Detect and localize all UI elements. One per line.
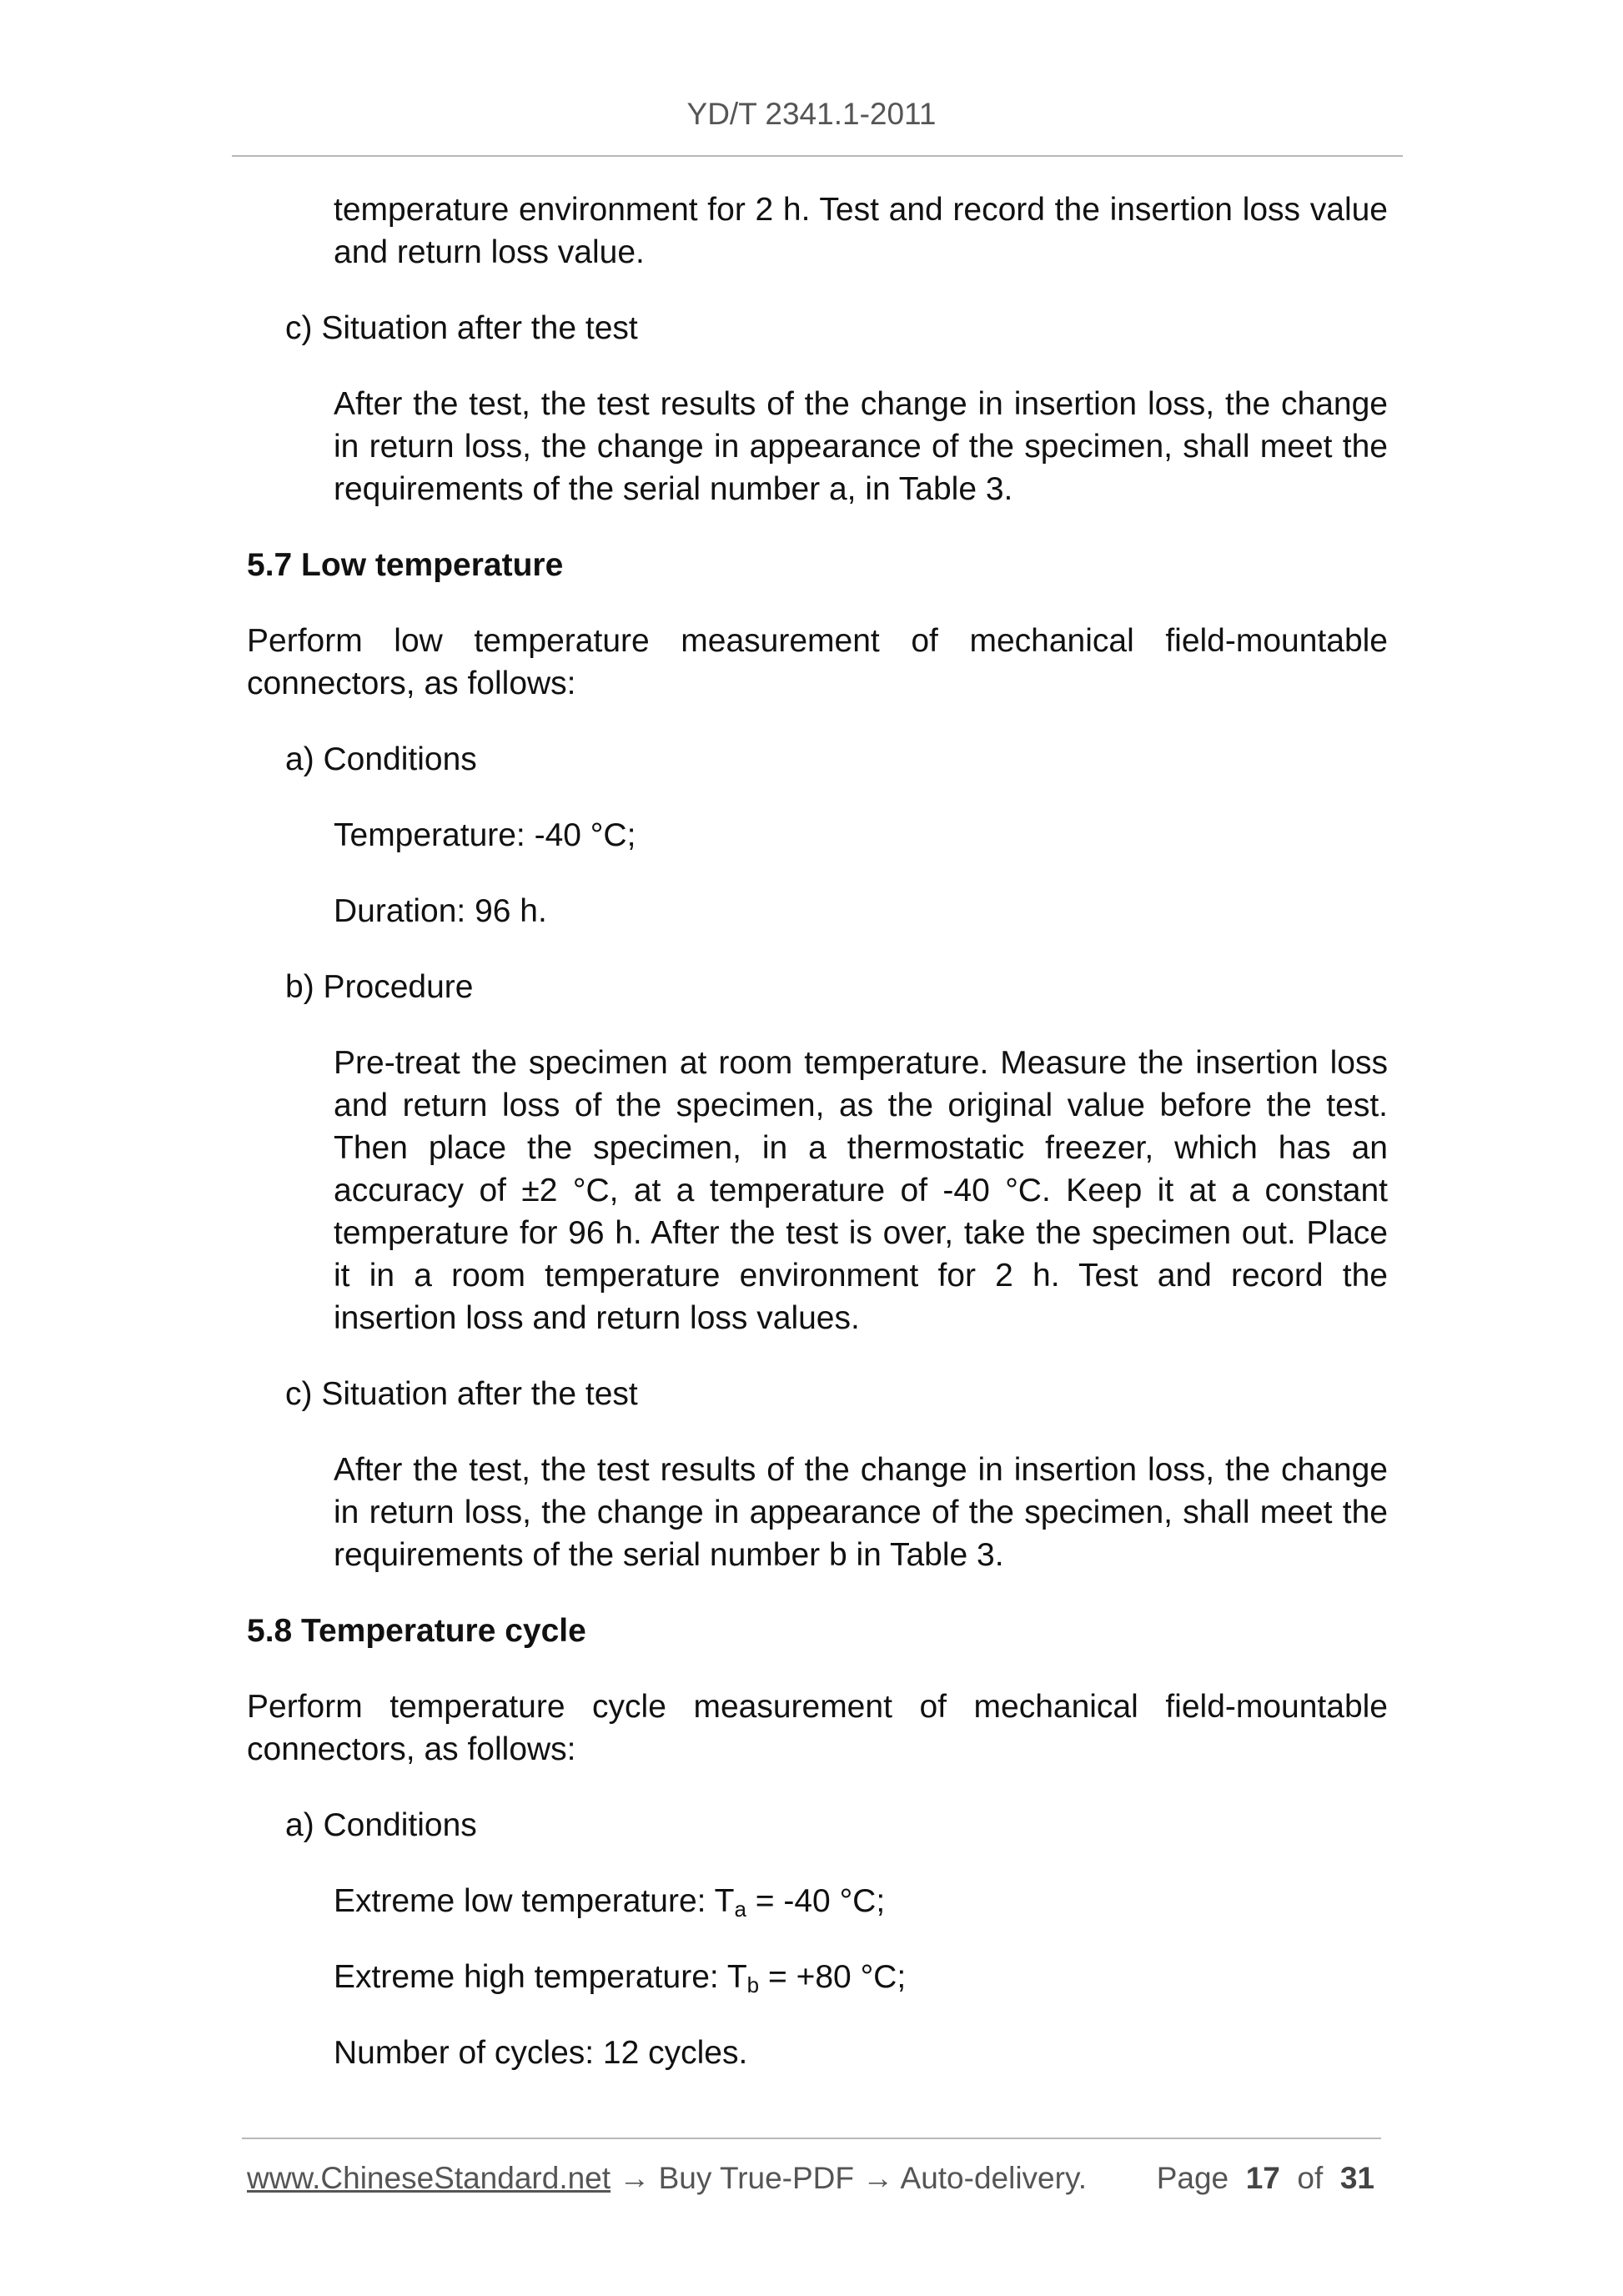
section-heading-5-8: 5.8 Temperature cycle — [247, 1613, 586, 1649]
paragraph — [334, 1956, 1388, 1998]
page-label: Page — [1156, 2161, 1229, 2195]
document-body — [247, 188, 1388, 2074]
text: Extreme low temperature: T — [334, 1883, 735, 1919]
footer-tagline: → Buy True-PDF → Auto-delivery. — [611, 2161, 1087, 2195]
page-footer — [247, 2161, 1381, 2196]
subscript: b — [746, 1972, 760, 1997]
text: = -40 °C; — [746, 1883, 886, 1919]
of-label: of — [1297, 2161, 1324, 2195]
paragraph: Perform low temperature measurement of mechanical field-mountable connectors, as follows: — [247, 623, 1388, 701]
list-item: c) Situation after the test — [285, 310, 638, 346]
paragraph: Duration: 96 h. — [334, 893, 547, 929]
paragraph: Temperature: -40 °C; — [334, 817, 636, 853]
list-item: a) Conditions — [285, 1807, 477, 1843]
list-item: a) Conditions — [285, 741, 477, 777]
page-header: YD/T 2341.1-2011 — [686, 97, 937, 131]
paragraph: temperature environment for 2 h. Test and record the insertion loss value and return loss value. — [334, 192, 1388, 270]
paragraph: After the test, the test results of the change in insertion loss, the change in return loss, the change in appearance of the specimen, shall meet the requirements of the serial number b in Table 3. — [334, 1452, 1388, 1573]
paragraph: Perform temperature cycle measurement of mechanical field-mountable connectors, as follows: — [247, 1689, 1388, 1767]
website-link[interactable]: www.ChineseStandard.net — [247, 2161, 611, 2195]
page-number: 17 — [1245, 2161, 1280, 2195]
paragraph: Number of cycles: 12 cycles. — [334, 2035, 748, 2071]
section-heading-5-7: 5.7 Low temperature — [247, 547, 564, 583]
paragraph — [334, 1880, 1388, 1922]
paragraph: Pre-treat the specimen at room temperature. Measure the insertion loss and return loss of the specimen, as the original value before the test. Then place the specimen, in a thermostatic freezer, which has an accuracy of ±2 °C, at a temperature of -40 °C. Keep it at a constant temperature for 96 h. After the test is over, take the specimen out. Place it in a room temperature environment for 2 h. Test and record the insertion loss and return loss values. — [334, 1045, 1388, 1336]
list-item: b) Procedure — [285, 969, 474, 1005]
list-item: c) Situation after the test — [285, 1376, 638, 1412]
text: Extreme high temperature: T — [334, 1959, 747, 1995]
paragraph: After the test, the test results of the change in insertion loss, the change in return loss, the change in appearance of the specimen, shall meet the requirements of the serial number a, in Table 3. — [334, 386, 1388, 507]
subscript: a — [734, 1897, 746, 1922]
text: = +80 °C; — [759, 1959, 907, 1995]
footer-divider — [242, 2138, 1381, 2139]
header-divider — [232, 155, 1403, 157]
total-pages: 31 — [1339, 2161, 1374, 2195]
page-indicator — [1157, 2161, 1374, 2196]
